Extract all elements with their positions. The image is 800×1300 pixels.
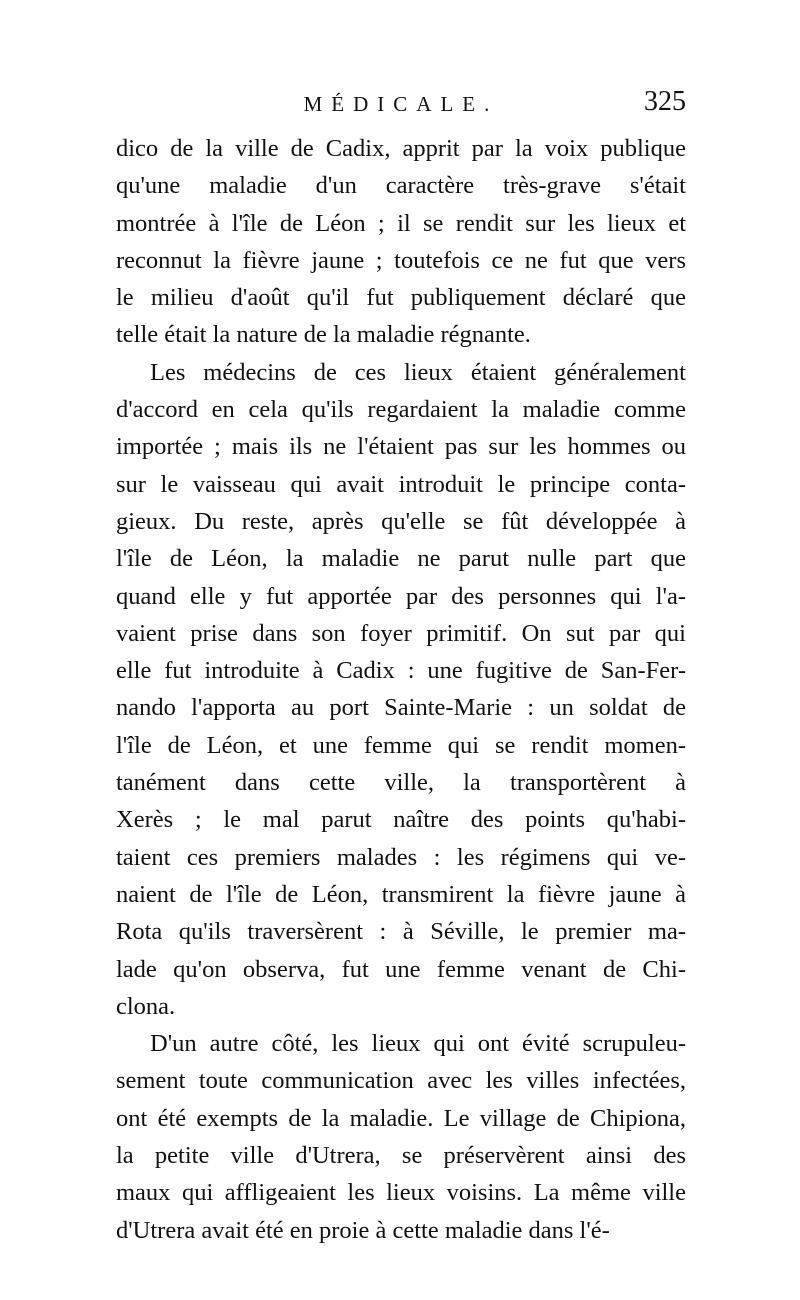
text-line: la petite ville d'Utrera, se préservèrent ainsi des [116, 1142, 686, 1170]
paragraph [116, 354, 686, 1025]
text-line: le milieu d'août qu'il fut publiquement déclaré que [116, 284, 686, 312]
paragraph [116, 130, 686, 354]
text-line: quand elle y fut apportée par des personnes qui l'a- [116, 582, 686, 610]
text-line: gieux. Du reste, après qu'elle se fût développée à [116, 507, 686, 535]
text-line: importée ; mais ils ne l'étaient pas sur les hommes ou [116, 433, 686, 461]
text-line: clona. [116, 992, 176, 1020]
paragraph [116, 1025, 686, 1249]
text-line: elle fut introduite à Cadix : une fugitive de San-Fer- [116, 657, 686, 685]
text-line: D'un autre côté, les lieux qui ont évité scrupuleu- [150, 1030, 686, 1058]
text-line: Xerès ; le mal parut naître des points qu'habi- [116, 806, 686, 834]
text-line: dico de la ville de Cadix, apprit par la voix publique [116, 135, 686, 162]
text-line: Les médecins de ces lieux étaient généralement [150, 358, 686, 386]
text-line: telle était la nature de la maladie régnante. [116, 321, 531, 349]
text-line: naient de l'île de Léon, transmirent la fièvre jaune à [116, 880, 686, 908]
body-text [116, 130, 686, 1249]
text-line: qu'une maladie d'un caractère très-grave s'était [116, 172, 686, 200]
text-line: d'Utrera avait été en proie à cette maladie dans l'é- [116, 1216, 610, 1244]
text-line: tanément dans cette ville, la transportèrent à [116, 769, 686, 797]
text-line: l'île de Léon, et une femme qui se rendit momen- [116, 731, 686, 759]
text-line: reconnut la fièvre jaune ; toutefois ce ne fut que vers [116, 246, 686, 274]
text-line: sement toute communication avec les villes infectées, [116, 1067, 686, 1095]
text-line: maux qui affligeaient les lieux voisins. La même ville [116, 1179, 686, 1207]
text-line: vaient prise dans son foyer primitif. On sut par qui [116, 619, 686, 647]
page-header [116, 86, 686, 126]
text-line: montrée à l'île de Léon ; il se rendit sur les lieux et [116, 209, 686, 237]
text-line: l'île de Léon, la maladie ne parut nulle part que [116, 545, 686, 573]
running-head: MÉDICALE. [303, 92, 499, 116]
text-line: d'accord en cela qu'ils regardaient la maladie comme [116, 396, 686, 424]
text-line: ont été exempts de la maladie. Le village de Chipiona, [116, 1104, 686, 1132]
page-number: 325 [644, 86, 686, 117]
text-line: sur le vaisseau qui avait introduit le principe conta- [116, 470, 686, 498]
text-line: nando l'apporta au port Sainte-Marie : un soldat de [116, 694, 686, 722]
text-line: taient ces premiers malades : les régimens qui ve- [116, 843, 686, 871]
text-line: lade qu'on observa, fut une femme venant de Chi- [116, 955, 686, 983]
text-line: Rota qu'ils traversèrent : à Séville, le premier ma- [116, 918, 686, 946]
